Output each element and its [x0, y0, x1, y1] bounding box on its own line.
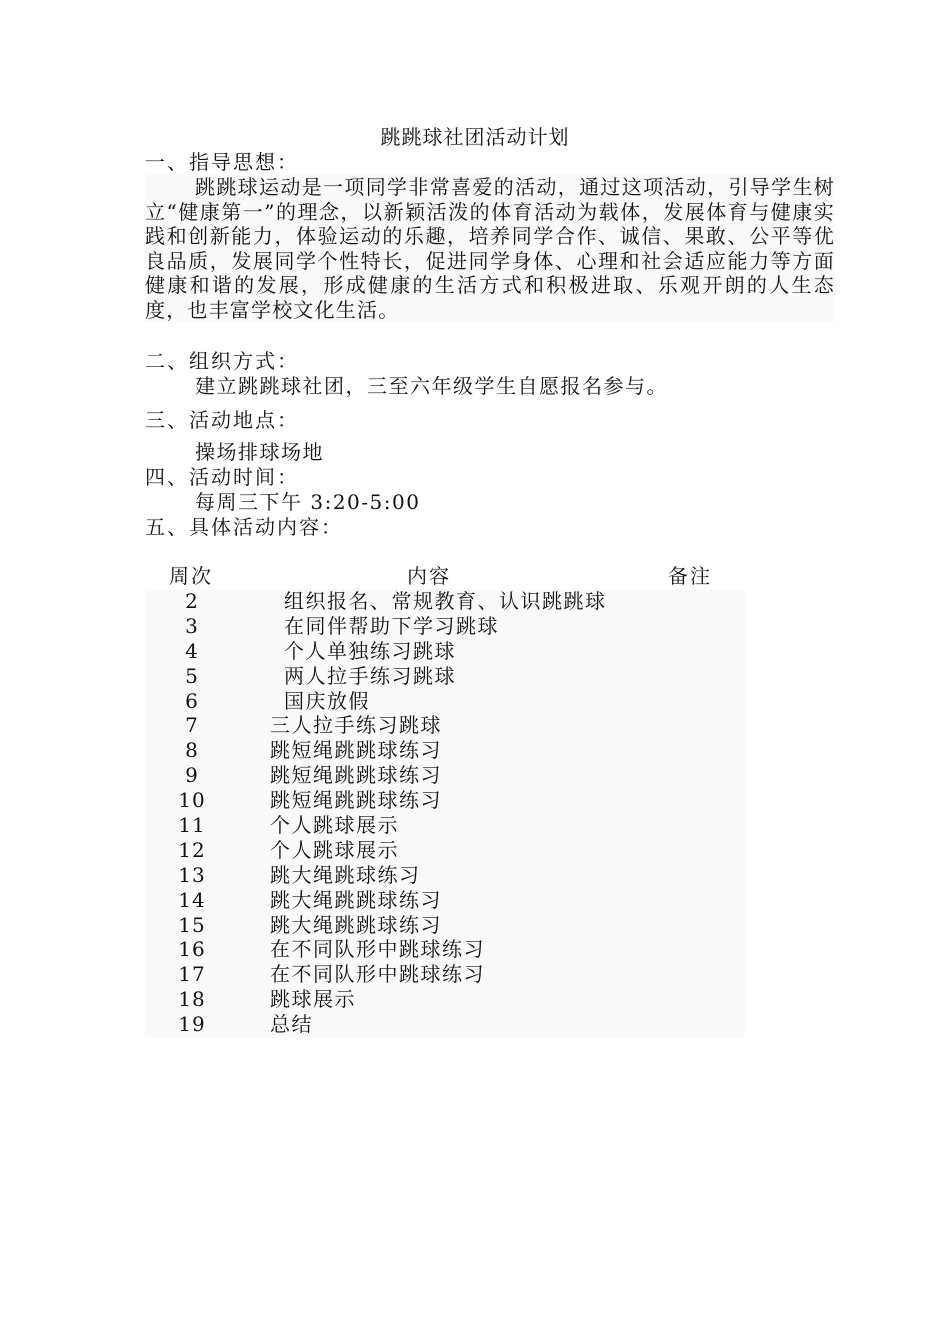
content-cell: 总结	[270, 1012, 313, 1037]
table-row	[145, 987, 745, 1012]
table-row	[145, 614, 745, 639]
schedule-header-content: 内容	[407, 564, 451, 588]
content-cell: 在同伴帮助下学习跳球	[284, 613, 499, 638]
table-row	[145, 713, 745, 738]
table-row	[145, 962, 745, 987]
week-cell: 12	[178, 837, 206, 862]
schedule-table	[145, 589, 745, 1037]
week-cell: 3	[185, 613, 199, 638]
week-cell: 11	[178, 813, 206, 838]
week-cell: 18	[178, 987, 206, 1012]
section-heading-guiding-thought: 一、指导思想：	[145, 150, 299, 174]
table-row	[145, 788, 745, 813]
guiding-thought-paragraph: 跳跳球运动是一项同学非常喜爱的活动，通过这项活动，引导学生树立“健康第一”的理念，以新颖活泼的体育活动为载体，发展体育与健康实践和创新能力，体验运动的乐趣，培养同学合作、诚信、果敢、公平等优良品质，发展同学个性特长，促进同学身体、心理和社会适应能力等方面健康和谐的发展，形成健康的生活方式和积极进取、乐观开朗的人生态度，也丰富学校文化生活。	[145, 175, 835, 322]
location-text: 操场排球场地	[195, 440, 324, 464]
organization-text: 建立跳跳球社团，三至六年级学生自愿报名参与。	[195, 374, 668, 398]
content-cell: 国庆放假	[284, 688, 370, 713]
section-heading-organization: 二、组织方式：	[145, 349, 299, 373]
content-cell: 两人拉手练习跳球	[284, 663, 456, 688]
content-cell: 在不同队形中跳球练习	[270, 937, 485, 962]
schedule-header-note: 备注	[668, 564, 712, 588]
section-heading-location: 三、活动地点：	[145, 408, 299, 432]
table-row	[145, 813, 745, 838]
content-cell: 跳大绳跳跳球练习	[270, 887, 442, 912]
table-row	[145, 838, 745, 863]
week-cell: 7	[185, 713, 199, 738]
week-cell: 13	[178, 862, 206, 887]
content-cell: 个人单独练习跳球	[284, 638, 456, 663]
schedule-header-week: 周次	[169, 564, 213, 588]
table-row	[145, 913, 745, 938]
content-cell: 跳大绳跳跳球练习	[270, 912, 442, 937]
table-row	[145, 763, 745, 788]
week-cell: 10	[178, 788, 206, 813]
content-cell: 跳短绳跳跳球练习	[270, 788, 442, 813]
week-cell: 19	[178, 1012, 206, 1037]
week-cell: 6	[185, 688, 199, 713]
week-cell: 4	[185, 638, 199, 663]
content-cell: 跳大绳跳球练习	[270, 862, 421, 887]
table-row	[145, 664, 745, 689]
table-row	[145, 639, 745, 664]
section-heading-time: 四、活动时间：	[145, 465, 299, 489]
time-text: 每周三下午 3:20-5:00	[195, 490, 421, 514]
week-cell: 8	[185, 738, 199, 763]
table-row	[145, 863, 745, 888]
table-row	[145, 589, 745, 614]
week-cell: 9	[185, 763, 199, 788]
table-row	[145, 689, 745, 714]
week-cell: 2	[185, 589, 199, 613]
week-cell: 17	[178, 962, 206, 987]
table-row	[145, 937, 745, 962]
content-cell: 跳短绳跳跳球练习	[270, 738, 442, 763]
content-cell: 个人跳球展示	[270, 837, 399, 862]
table-row	[145, 888, 745, 913]
content-cell: 个人跳球展示	[270, 813, 399, 838]
content-cell: 跳球展示	[270, 987, 356, 1012]
content-cell: 跳短绳跳跳球练习	[270, 763, 442, 788]
content-cell: 在不同队形中跳球练习	[270, 962, 485, 987]
week-cell: 15	[178, 912, 206, 937]
week-cell: 14	[178, 887, 206, 912]
content-cell: 三人拉手练习跳球	[270, 713, 442, 738]
week-cell: 5	[185, 663, 199, 688]
section-heading-activity-content: 五、具体活动内容：	[145, 515, 343, 539]
table-row	[145, 1012, 745, 1037]
document-title: 跳跳球社团活动计划	[380, 125, 570, 149]
content-cell: 组织报名、常规教育、认识跳跳球	[284, 589, 607, 613]
schedule-header-row	[145, 563, 845, 589]
table-row	[145, 738, 745, 763]
week-cell: 16	[178, 937, 206, 962]
